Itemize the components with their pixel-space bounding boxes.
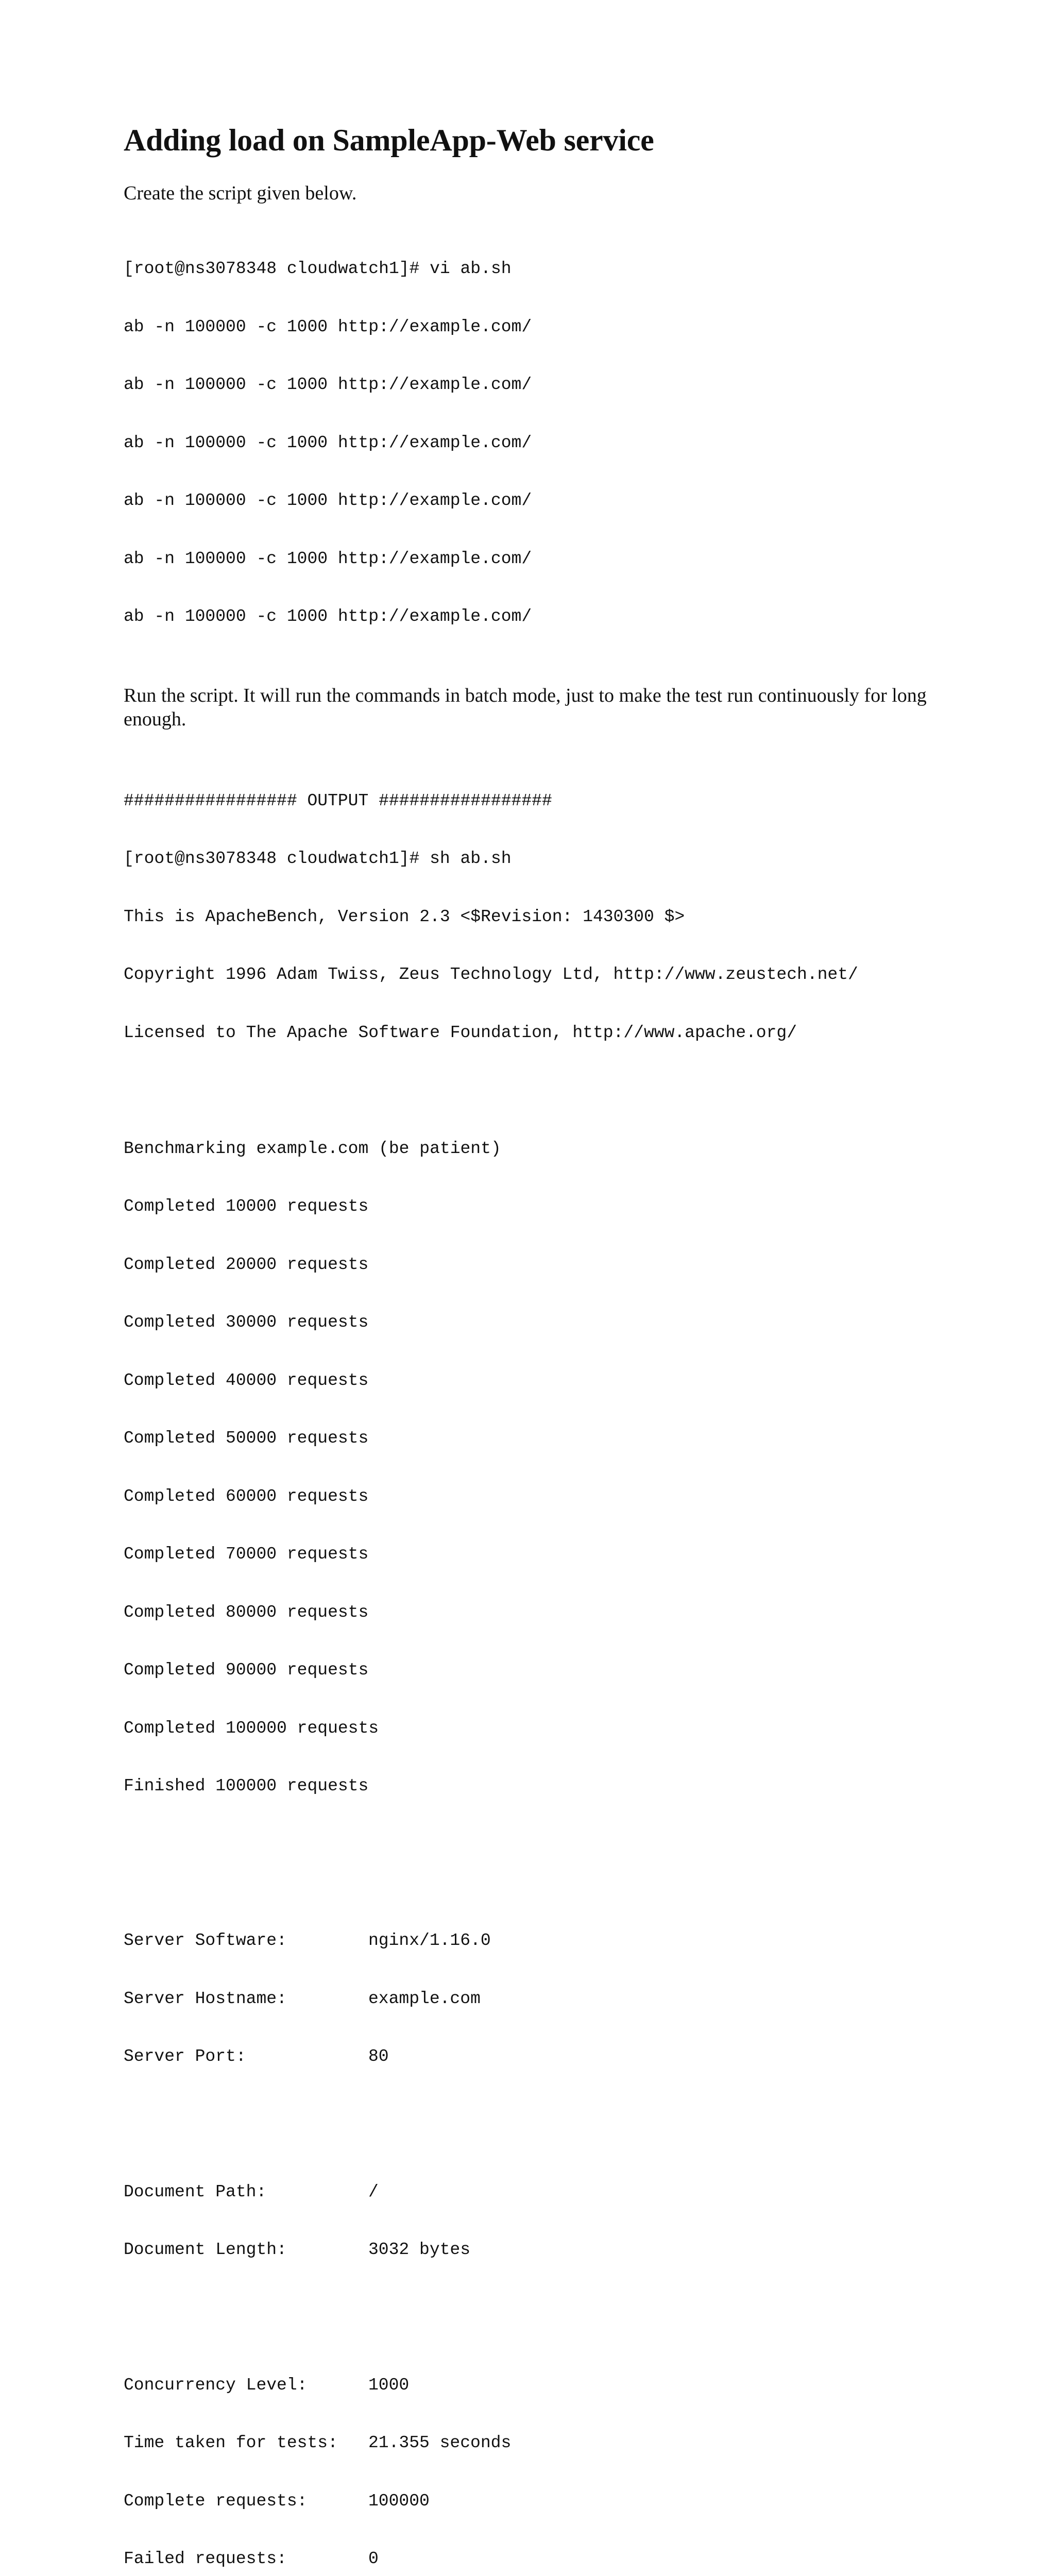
kv-value: 21.355 seconds (368, 2433, 511, 2452)
kv-value: 0 (368, 2549, 379, 2568)
output-line: Completed 100000 requests (124, 1719, 948, 1738)
kv-key: Complete requests: (124, 2492, 368, 2511)
output-line: This is ApacheBench, Version 2.3 <$Revision: 1430300 $> (124, 907, 948, 927)
code-line: ab -n 100000 -c 1000 http://example.com/ (124, 375, 948, 395)
server-software-row (124, 1931, 948, 1951)
kv-value: 80 (368, 2047, 389, 2066)
code-line: [root@ns3078348 cloudwatch1]# vi ab.sh (124, 259, 948, 279)
output-line: [root@ns3078348 cloudwatch1]# sh ab.sh (124, 849, 948, 869)
output-code-block (124, 753, 948, 2576)
time-taken-row (124, 2433, 948, 2453)
code-line: ab -n 100000 -c 1000 http://example.com/ (124, 491, 948, 511)
output-line: Completed 40000 requests (124, 1371, 948, 1391)
output-line: Copyright 1996 Adam Twiss, Zeus Technology Ltd, http://www.zeustech.net/ (124, 965, 948, 985)
concurrency-level-row (124, 2376, 948, 2395)
code-line: ab -n 100000 -c 1000 http://example.com/ (124, 607, 948, 626)
output-line: ################# OUTPUT ################# (124, 791, 948, 811)
intro-paragraph: Create the script given below. (124, 181, 948, 205)
page-title: Adding load on SampleApp-Web service (124, 120, 948, 161)
output-line: Completed 20000 requests (124, 1255, 948, 1275)
output-line: Finished 100000 requests (124, 1776, 948, 1796)
output-line: Benchmarking example.com (be patient) (124, 1139, 948, 1159)
kv-key: Server Port: (124, 2047, 368, 2066)
failed-requests-row (124, 2549, 948, 2569)
output-line: Completed 60000 requests (124, 1487, 948, 1506)
document-path-row (124, 2182, 948, 2202)
code-line: ab -n 100000 -c 1000 http://example.com/ (124, 549, 948, 569)
document-page (124, 120, 948, 2576)
output-line: Completed 90000 requests (124, 1660, 948, 1680)
output-line: Licensed to The Apache Software Foundation, http://www.apache.org/ (124, 1023, 948, 1043)
kv-key: Document Path: (124, 2182, 368, 2202)
kv-key: Server Hostname: (124, 1989, 368, 2009)
code-line: ab -n 100000 -c 1000 http://example.com/ (124, 433, 948, 453)
kv-key: Server Software: (124, 1931, 368, 1951)
kv-value: nginx/1.16.0 (368, 1931, 491, 1950)
output-line: Completed 80000 requests (124, 1603, 948, 1622)
kv-value: 1000 (368, 2376, 409, 2395)
kv-key: Time taken for tests: (124, 2433, 368, 2453)
kv-key: Failed requests: (124, 2549, 368, 2569)
server-hostname-row (124, 1989, 948, 2009)
server-port-row (124, 2047, 948, 2066)
script-code-block (124, 221, 948, 665)
run-paragraph: Run the script. It will run the commands in batch mode, just to make the test run continuously for long enough. (124, 684, 948, 731)
complete-requests-row (124, 2492, 948, 2511)
document-length-row (124, 2240, 948, 2260)
kv-value: / (368, 2182, 379, 2201)
kv-key: Concurrency Level: (124, 2376, 368, 2395)
output-line: Completed 50000 requests (124, 1429, 948, 1448)
output-line: Completed 70000 requests (124, 1545, 948, 1564)
kv-value: 3032 bytes (368, 2240, 470, 2259)
output-line: Completed 30000 requests (124, 1313, 948, 1332)
kv-key: Document Length: (124, 2240, 368, 2260)
kv-value: 100000 (368, 2492, 430, 2511)
output-line: Completed 10000 requests (124, 1197, 948, 1216)
kv-value: example.com (368, 1989, 481, 2008)
code-line: ab -n 100000 -c 1000 http://example.com/ (124, 317, 948, 337)
